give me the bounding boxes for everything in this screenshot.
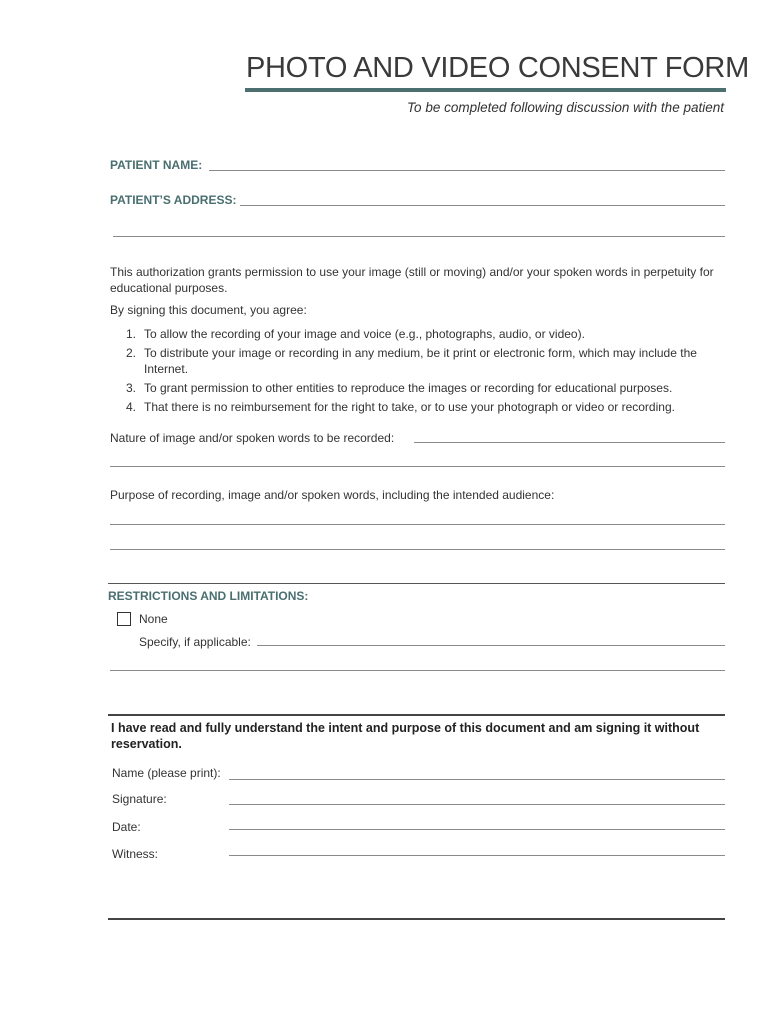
date-label: Date: — [112, 820, 141, 834]
restrictions-heading: RESTRICTIONS AND LIMITATIONS: — [108, 589, 309, 603]
date-field[interactable] — [229, 829, 725, 830]
section-divider — [108, 583, 725, 584]
none-label: None — [139, 612, 168, 626]
list-item-text: To grant permission to other entities to reproduce the images or recording for educational purposes. — [144, 381, 673, 395]
patient-address-label: PATIENT’S ADDRESS: — [110, 193, 237, 207]
list-item-number: 4. — [125, 400, 136, 414]
nature-field[interactable] — [414, 442, 725, 443]
purpose-label: Purpose of recording, image and/or spoken words, including the intended audience: — [110, 488, 555, 502]
page-subtitle: To be completed following discussion with the patient — [407, 100, 724, 115]
purpose-field-line-2[interactable] — [110, 549, 725, 550]
specify-label: Specify, if applicable: — [139, 635, 251, 649]
list-item-text: To allow the recording of your image and voice (e.g., photographs, audio, or video). — [144, 327, 585, 341]
list-item-number: 1. — [125, 327, 136, 341]
page-title: PHOTO AND VIDEO CONSENT FORM — [246, 52, 749, 84]
signature-field[interactable] — [229, 804, 725, 805]
agree-lead: By signing this document, you agree: — [110, 303, 307, 317]
specify-field[interactable] — [257, 645, 725, 646]
patient-address-field[interactable] — [240, 205, 725, 206]
list-item-number: 3. — [125, 381, 136, 395]
signature-label: Signature: — [112, 792, 167, 806]
bottom-divider — [108, 918, 725, 920]
list-item-text: That there is no reimbursement for the right to take, or to use your photograph or video or recording. — [144, 400, 675, 414]
none-checkbox[interactable] — [117, 612, 131, 626]
purpose-field[interactable] — [110, 524, 725, 525]
nature-field-line-2[interactable] — [110, 466, 725, 467]
print-name-label: Name (please print): — [112, 766, 221, 780]
section-divider — [108, 714, 725, 716]
specify-field-line-2[interactable] — [110, 670, 725, 671]
witness-label: Witness: — [112, 847, 159, 861]
patient-name-field[interactable] — [209, 170, 725, 171]
list-item-text: To distribute your image or recording in any medium, be it print or electronic form, which may include the Internet. — [144, 346, 697, 376]
patient-name-label: PATIENT NAME: — [110, 158, 203, 172]
witness-field[interactable] — [229, 855, 725, 856]
nature-label: Nature of image and/or spoken words to be recorded: — [110, 431, 395, 445]
authorization-intro: This authorization grants permission to use your image (still or moving) and/or your spoken words in perpetuity for educational purposes. — [110, 265, 714, 295]
consent-statement: I have read and fully understand the intent and purpose of this document and am signing it without reservation. — [111, 721, 700, 751]
list-item-number: 2. — [125, 346, 136, 360]
title-underline — [245, 88, 726, 92]
patient-address-field-line-2[interactable] — [113, 236, 725, 237]
print-name-field[interactable] — [229, 779, 725, 780]
